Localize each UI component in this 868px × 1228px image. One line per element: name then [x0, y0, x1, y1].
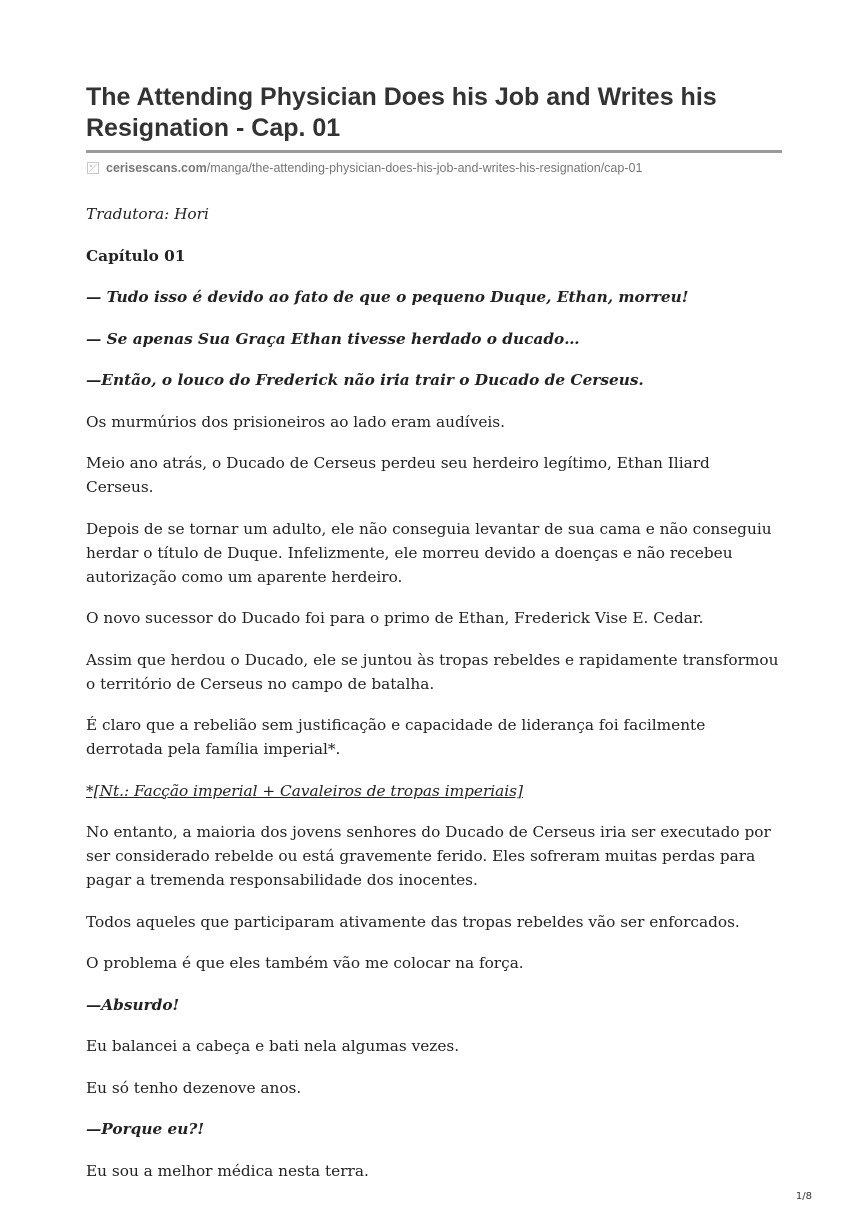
paragraph: Depois de se tornar um adulto, ele não conseguia levantar de sua cama e não conseguiu herdar o título de Duque. Infelizmente, ele morreu devido a doenças e não recebeu autorização como um aparente herdeiro.: [86, 519, 772, 586]
paragraph: —Porque eu?!: [86, 1120, 205, 1138]
paragraph: — Tudo isso é devido ao fato de que o pequeno Duque, Ethan, morreu!: [86, 288, 689, 306]
paragraph: Capítulo 01: [86, 246, 186, 265]
paragraph: —Então, o louco do Frederick não iria trair o Ducado de Cerseus.: [86, 371, 644, 389]
paragraph: O problema é que eles também vão me colocar na força.: [86, 954, 524, 972]
paragraph: Assim que herdou o Ducado, ele se juntou às tropas rebeldes e rapidamente transformou o território de Cerseus no campo de batalha.: [86, 650, 779, 693]
translator-note[interactable]: *[Nt.: Facção imperial + Cavaleiros de tropas imperiais]: [86, 781, 523, 800]
paragraph: É claro que a rebelião sem justificação e capacidade de liderança foi facilmente derrotada pela família imperial*.: [86, 716, 706, 758]
page-number: 1/8: [795, 1191, 812, 1202]
paragraph: —Absurdo!: [86, 995, 180, 1014]
paragraph: — Se apenas Sua Graça Ethan tivesse herdado o ducado…: [86, 329, 580, 348]
paragraph: Eu sou a melhor médica nesta terra.: [86, 1161, 369, 1180]
paragraph: Todos aqueles que participaram ativamente das tropas rebeldes vão ser enforcados.: [86, 912, 740, 931]
source-domain[interactable]: cerisescans.com: [106, 161, 207, 175]
paragraph: No entanto, a maioria dos jovens senhores do Ducado de Cerseus iria ser executado por ser considerado rebelde ou está gravemente ferido. Eles sofreram muitas perdas para pagar a tremenda responsabilidade dos inocentes.: [86, 823, 771, 889]
paragraph: Eu só tenho dezenove anos.: [86, 1078, 302, 1097]
chapter-content: [86, 202, 782, 1200]
paragraph: Meio ano atrás, o Ducado de Cerseus perdeu seu herdeiro legítimo, Ethan Iliard Cerseus.: [86, 454, 710, 496]
title-divider: [86, 150, 782, 153]
paragraph: Tradutora: Hori: [86, 205, 209, 223]
page-title: The Attending Physician Does his Job and Writes his Resignation - Cap. 01: [86, 83, 717, 142]
source-url[interactable]: [86, 160, 782, 176]
paragraph: Eu balancei a cabeça e bati nela algumas vezes.: [86, 1037, 460, 1055]
paragraph: O novo sucessor do Ducado foi para o primo de Ethan, Frederick Vise E. Cedar.: [86, 609, 704, 627]
source-path[interactable]: /manga/the-attending-physician-does-his-job-and-writes-his-resignation/cap-01: [206, 161, 643, 175]
page-favicon-icon: [86, 161, 100, 175]
paragraph: Os murmúrios dos prisioneiros ao lado eram audíveis.: [86, 412, 505, 431]
